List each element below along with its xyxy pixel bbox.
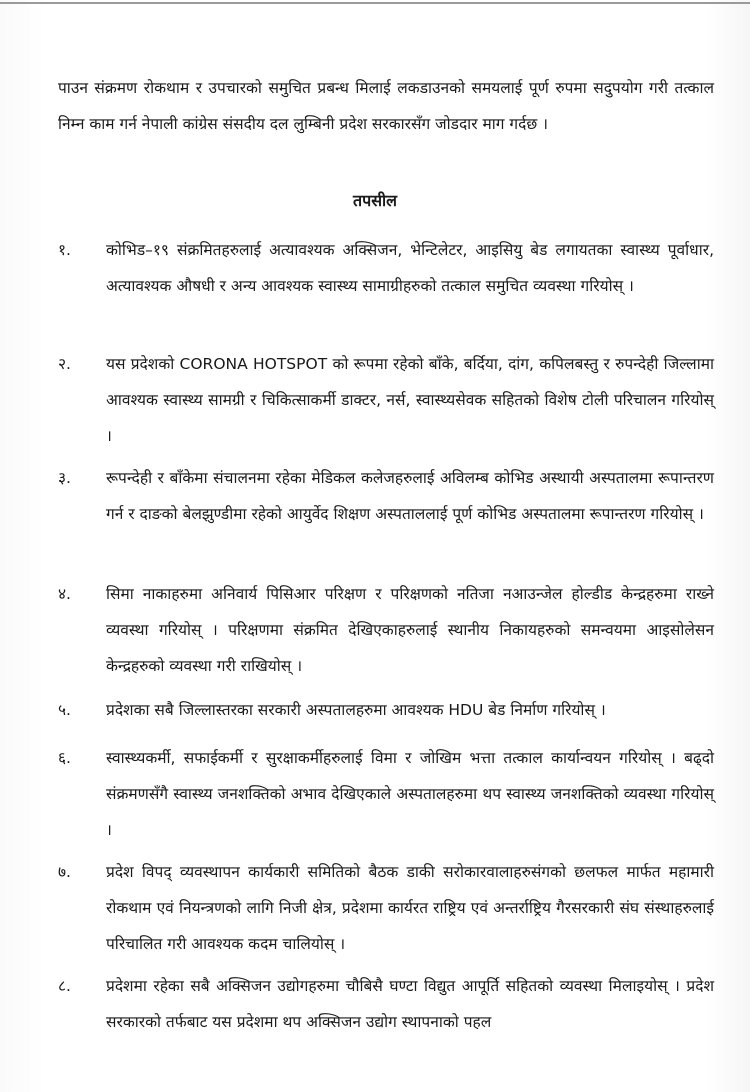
item-text: प्रदेशका सबै जिल्लास्तरका सरकारी अस्पतालहरुमा आवश्यक HDU बेड निर्माण गरियोस् । xyxy=(106,701,606,719)
intro-paragraph: पाउन संक्रमण रोकथाम र उपचारको समुचित प्रबन्ध मिलाई लकडाउनको समयलाई पूर्ण रुपमा सदुपयोग गरी तत्काल निम्न काम गर्न नेपाली कांग्रेस संसदीय दल लुम्बिनी प्रदेश सरकारसँग जोडदार माग गर्दछ । xyxy=(58,79,714,133)
item-number: ७. xyxy=(58,863,71,881)
item-text: कोभिड–१९ संक्रमितहरुलाई अत्यावश्यक अक्सिजन, भेन्टिलेटर, आइसियु बेड लगायतका स्वास्थ्य पूर्वाधार, अत्यावश्यक औषधी र अन्य आवश्यक स्वास्थ्य सामाग्रीहरुको तत्काल समुचित व्यवस्था गरियोस् । xyxy=(106,241,714,295)
item-number: ६. xyxy=(58,749,71,767)
item-number: १. xyxy=(58,241,71,259)
item-text: रूपन्देही र बाँकेमा संचालनमा रहेका मेडिकल कलेजहरुलाई अविलम्ब कोभिड अस्थायी अस्पतालमा रूपान्तरण गर्न र दाङको बेलझुण्डीमा रहेको आयुर्वेद शिक्षण अस्पताललाई पूर्ण कोभिड अस्पतालमा रूपान्तरण गरियोस् । xyxy=(106,469,714,523)
item-text: सिमा नाकाहरुमा अनिवार्य पिसिआर परिक्षण र परिक्षणको नतिजा नआउन्जेल होल्डीड केन्द्रहरुमा राख्ने व्यवस्था गरियोस् । परिक्षणमा संक्रमित देखिएकाहरुलाई स्थानीय निकायहरुको समन्वयमा आइसोलेसन केन्द्रहरुको व्यवस्था गरी राखियोस् । xyxy=(106,585,714,675)
item-number: ४. xyxy=(58,585,71,603)
item-text: प्रदेश विपद् व्यवस्थापन कार्यकारी समितिको बैठक डाकी सरोकारवालाहरुसंगको छलफल मार्फत महामारी रोकथाम एवं नियन्त्रणको लागि निजी क्षेत्र, प्रदेशमा कार्यरत राष्ट्रिय एवं अन्तर्राष्ट्रिय गैरसरकारी संघ संस्थाहरुलाई परिचालित गरी आवश्यक कदम चालियोस् । xyxy=(106,863,714,953)
item-number: ३. xyxy=(58,469,71,487)
item-number: ८. xyxy=(58,977,71,995)
item-text: यस प्रदेशको CORONA HOTSPOT को रूपमा रहेको बाँके, बर्दिया, दांग, कपिलबस्तु र रुपन्देही जिल्लामा आवश्यक स्वास्थ्य सामग्री र चिकित्साकर्मी डाक्टर, नर्स, स्वास्थ्यसेवक सहितको विशेष टोली परिचालन गरियोस् । xyxy=(106,355,714,445)
item-number: २. xyxy=(58,355,71,373)
page-top-edge xyxy=(0,2,750,4)
section-heading: तपसील xyxy=(352,191,398,210)
item-text: प्रदेशमा रहेका सबै अक्सिजन उद्योगहरुमा चौबिसै घण्टा विद्युत आपूर्ति सहितको व्यवस्था मिलाइयोस् । प्रदेश सरकारको तर्फबाट यस प्रदेशमा थप अक्सिजन उद्योग स्थापनाको पहल xyxy=(106,977,714,1031)
item-text: स्वास्थ्यकर्मी, सफाईकर्मी र सुरक्षाकर्मीहरुलाई विमा र जोखिम भत्ता तत्काल कार्यान्वयन गरियोस् । बढ्दो संक्रमणसँगै स्वास्थ्य जनशक्तिको अभाव देखिएकाले अस्पतालहरुमा थप स्वास्थ्य जनशक्तिको व्यवस्था गरियोस् । xyxy=(106,749,714,839)
item-number: ५. xyxy=(58,701,71,719)
